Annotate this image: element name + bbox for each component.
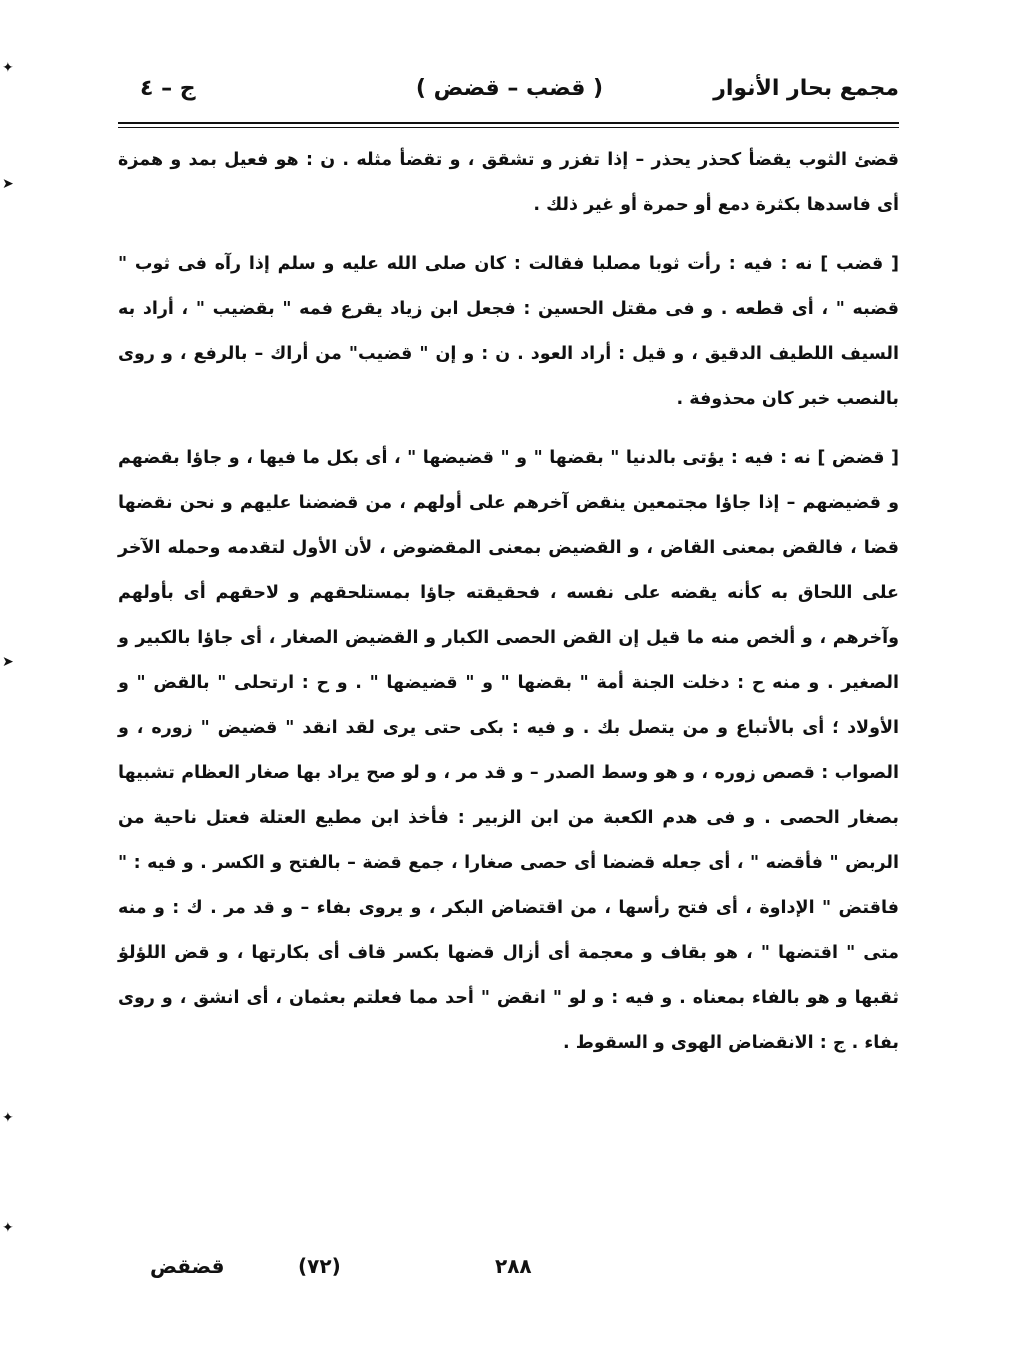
margin-mark-icon: ➤ [2,176,14,192]
margin-mark-icon: ✦ [2,1110,14,1126]
paragraph-qadad: [ قضض ] نه : فيه : يؤتى بالدنيا " بقضها " و " قضيضها " ، أى بكل ما فيها ، و جاؤا بقضهم و قضيضهم – إذا جاؤا مجتمعين ينقض آخرهم على أولهم ، من قضضنا عليهم و نحن نقضها قضا ، فالقض بمعنى القاض ، و القضيض بمعنى المقضوض ، لأن الأول لتقدمه وحمله الآخر على اللحاق به كأنه يقضه على نفسه ، فحقيقته جاؤا بمستلحقهم و لاحقهم أى بأولهم وآخرهم ، و ألخص منه ما قيل إن القض الحصى الكبار و القضيض الصغار ، أى جاؤا بالكبير و الصغير . و منه ح : دخلت الجنة أمة " بقضها " و " قضيضها " . و ح : ارتحلى " بالقض " و الأولاد ؛ أى بالأتباع و من يتصل بك . و فيه : بكى حتى يرى لقد انقد " قضيض " زوره ، و الصواب : قصص زوره ، و هو وسط الصدر – و قد مر ، و لو صح يراد بها صغار العظام تشبيها بصغار الحصى . و فى هدم الكعبة من ابن الزبير : فأخذ ابن مطيع العتلة فعتل ناحية من الربض " فأقضه " ، أى جعله قضضا أى حصى صغارا ، جمع قضة – بالفتح و الكسر . و فيه : " فاقتض " الإداوة ، أى فتح رأسها ، من اقتضاض البكر ، و يروى بفاء – و قد مر . ك : و منه متى " اقتضها " ، هو بقاف و معجمة أى أزال قضها بكسر قاف أى بكارتها ، و قض اللؤلؤ ثقبها و هو بالفاء بمعناه . و فيه : و لو " انقض " أحد مما فعلتم بعثمان ، أى انشق ، و روى بفاء . ج : الانقضاض الهوى و السقوط . [118,448,899,1053]
header-entries: ( قضب – قضض ) [415,76,604,101]
page-footer [150,1254,577,1294]
signature-mark: (٧٢) [298,1254,341,1278]
page-number: ٢٨٨ [495,1254,532,1278]
catchword: قضقض [150,1254,225,1278]
paragraph-qadha: قضئ الثوب يقضأ كحذر يحذر – إذا تفزر و تشقق ، و تقضأ مثله . ن : هو فعيل بمد و همزة أى فاسدها بكثرة دمع أو حمرة أو غير ذلك . [118,150,899,215]
volume-number: ج – ٤ [140,76,196,101]
header-rule-thick [118,122,899,124]
margin-mark-icon: ➤ [2,654,14,670]
running-header [120,70,899,114]
page-body [118,138,899,1080]
margin-mark-icon: ✦ [2,60,14,76]
book-title: مجمع بحار الأنوار [713,76,899,101]
paragraph-qadab: [ قضب ] نه : فيه : رأت ثوبا مصلبا فقالت : كان صلى الله عليه و سلم إذا رآه فى ثوب " قضبه " ، أى قطعه . و فى مقتل الحسين : فجعل ابن زياد يقرع فمه " بقضيب " ، أراد به السيف اللطيف الدقيق ، و قيل : أراد العود . ن : و إن " قضيب" من أراك – بالرفع ، و روى بالنصب خبر كان محذوفة . [118,254,899,409]
margin-mark-icon: ✦ [2,1220,14,1236]
header-rule-thin [118,127,899,128]
